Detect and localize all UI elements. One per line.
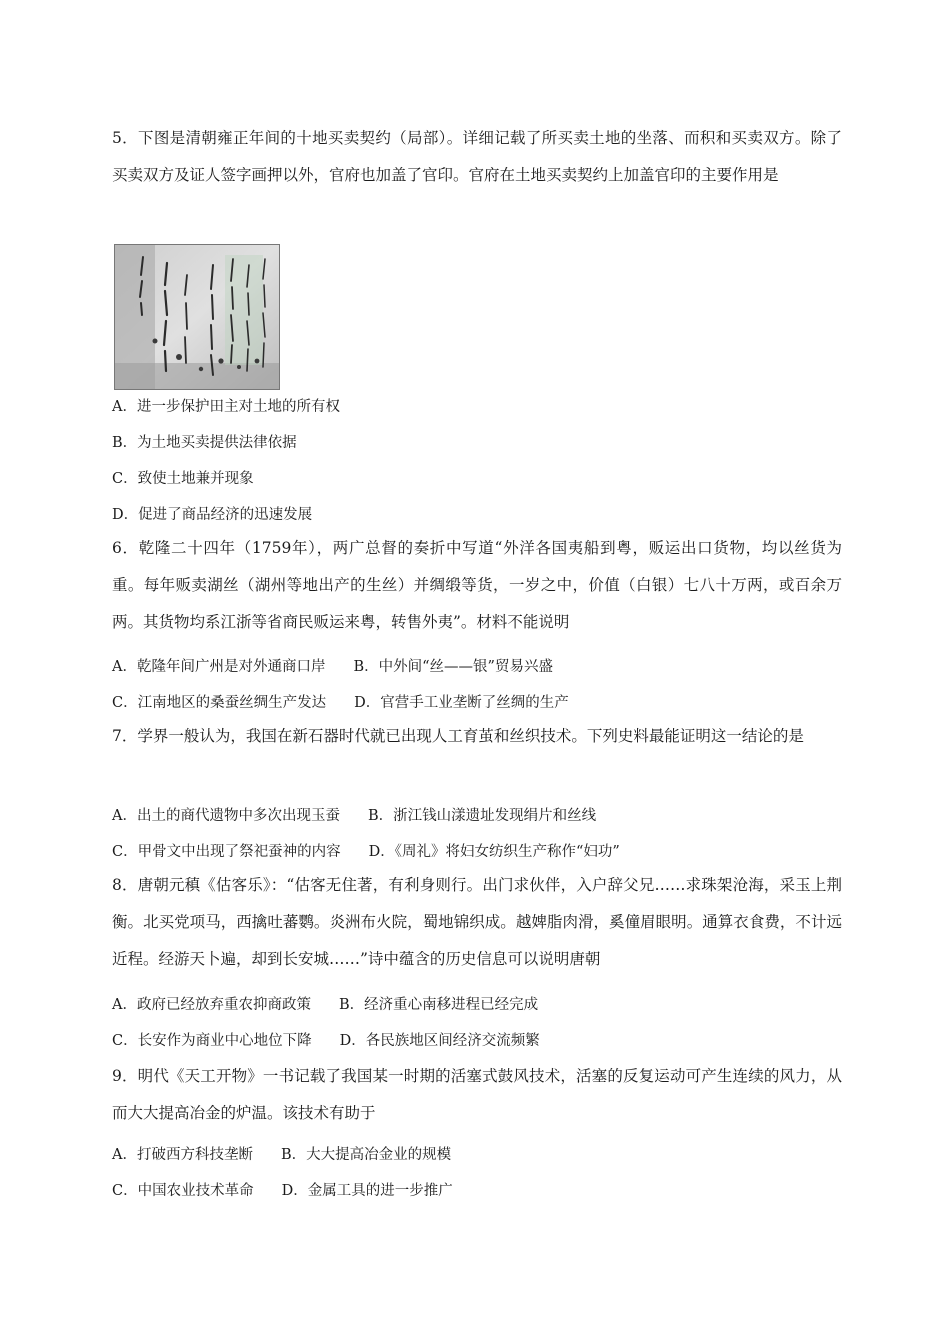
q6-option-c: C．江南地区的桑蚕丝绸生产发达: [112, 695, 327, 711]
q9-option-c: C．中国农业技术革命: [112, 1183, 254, 1199]
q5-option-a: A．进一步保护田主对土地的所有权: [112, 399, 340, 415]
q9-options-row-2: [112, 1180, 453, 1202]
question-8-stem: 8．唐朝元稹《估客乐》：“估客无住著，有利身则行。出门求伙伴，入户辞父兄……求珠架沧海，采玉上荆衡。北买党项马，西擒吐蕃鹦。炎洲布火院，蜀地锦织成。越婢脂肉滑，奚僮眉眼明。通算衣食费，不计远近程。经游天卜遍，却到长安城……”诗中蕴含的历史信息可以说明唐朝: [112, 876, 842, 968]
q9-option-b: B．大大提高冶金业的规模: [280, 1147, 452, 1163]
q6-options-row-2: [112, 692, 569, 714]
q7-option-b: B．浙江钱山漾遗址发现绢片和丝线: [367, 808, 597, 824]
q7-option-d: D．《周礼》将妇女纺织生产称作“妇功”: [368, 844, 620, 860]
q8-options-row-1: [112, 994, 538, 1016]
q9-option-a: A．打破西方科技垄断: [112, 1147, 253, 1163]
q5-option-b: B．为土地买卖提供法律依据: [112, 435, 297, 451]
q8-option-b: B．经济重心南移进程已经完成: [338, 997, 539, 1013]
question-7-stem: 7．学界一般认为，我国在新石器时代就已出现人工育茧和丝织技术。下列史料最能证明这一结论的是: [112, 727, 804, 745]
q7-option-c: C．甲骨文中出现了祭祀蚕神的内容: [112, 844, 341, 860]
land-contract-image: [115, 245, 279, 389]
land-contract-photo: [114, 244, 280, 390]
q7-options-row-2: [112, 841, 620, 863]
q8-option-c: C．长安作为商业中心地位下降: [112, 1033, 312, 1049]
q8-option-d: D．各民族地区间经济交流频繁: [339, 1033, 540, 1049]
q5-option-c: C．致使土地兼并现象: [112, 471, 254, 487]
q6-option-a: A．乾隆年间广州是对外通商口岸: [112, 659, 326, 675]
q6-option-b: B．中外间“丝——银”贸易兴盛: [353, 659, 553, 675]
q9-options-row-1: [112, 1144, 451, 1166]
question-9-stem: 9．明代《天工开物》一书记载了我国某一时期的活塞式鼓风技术，活塞的反复运动可产生连续的风力，从而大大提高冶金的炉温。该技术有助于: [112, 1067, 842, 1122]
q5-option-d: D．促进了商品经济的迅速发展: [112, 507, 313, 523]
question-5-stem: 5．下图是清朝雍正年间的十地买卖契约（局部）。详细记载了所买卖土地的坐落、而积和买卖双方。除了买卖双方及证人签字画押以外，官府也加盖了官印。官府在土地买卖契约上加盖官印的主要作用是: [112, 129, 842, 184]
q8-options-row-2: [112, 1030, 540, 1052]
q7-options-row-1: [112, 805, 596, 827]
q8-option-a: A．政府已经放弃重农抑商政策: [112, 997, 311, 1013]
q7-option-a: A．出土的商代遗物中多次出现玉蚕: [112, 808, 340, 824]
q6-option-d: D．官营手工业垄断了丝绸的生产: [354, 695, 569, 711]
question-6-stem: 6．乾隆二十四年（1759年），两广总督的奏折中写道“外洋各国夷船到粤，贩运出口货物，均以丝货为重。每年贩卖湖丝（湖州等地出产的生丝）并绸缎等货，一岁之中，价值（白银）七八十万两，或百余万两。其货物均系江浙等省商民贩运来粤，转售外夷”。材料不能说明: [112, 539, 842, 631]
q9-option-d: D．金属工具的进一步推广: [281, 1183, 453, 1199]
q6-options-row-1: [112, 656, 553, 678]
